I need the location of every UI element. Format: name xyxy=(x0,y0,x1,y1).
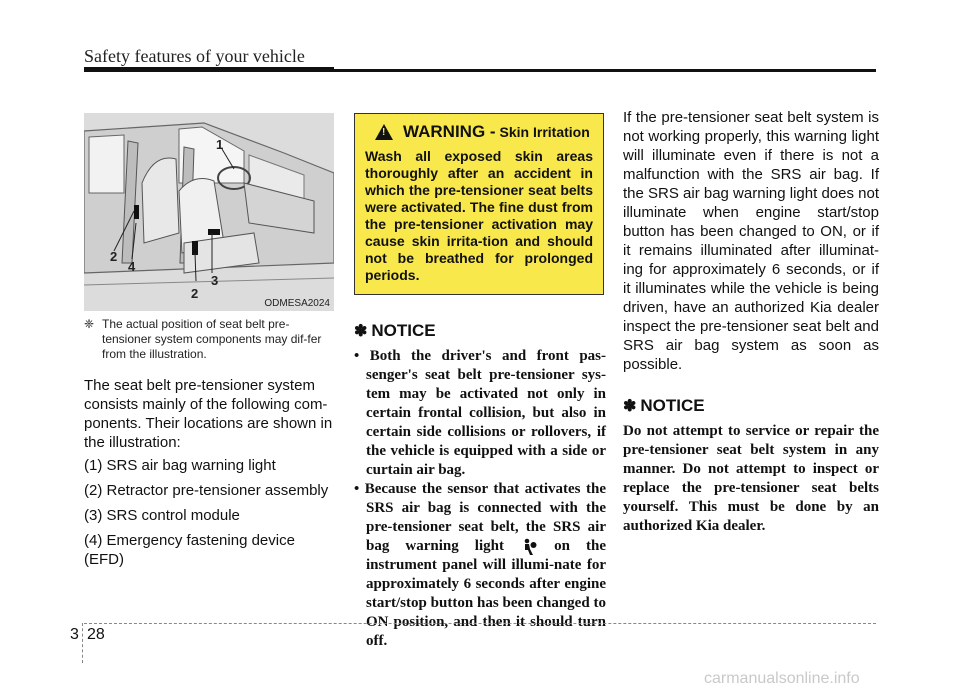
footer-divider xyxy=(82,623,83,663)
notice-title-1: NOTICE xyxy=(371,321,436,340)
page-number: 28 xyxy=(87,626,105,643)
intro-paragraph: The seat belt pre-tensioner system consists mainly of the following com-ponents. Their locations are shown in the illustration: xyxy=(84,377,333,451)
vehicle-diagram xyxy=(84,113,334,311)
right-paragraph: If the pre-tensioner seat belt system is not working properly, this warning light will illuminate even if there is not a malfunction with the SRS air bag. If the SRS air bag warning light does not illuminate when engine start/stop button has been changed to ON, or if it remains illuminated after illuminat-ing for approximately 6 seconds, or if it illuminates while the vehicle is being driven, have an authorized Kia dealer inspect the pre-tensioner seat belt and SRS air bag system as soon as possible. xyxy=(623,109,879,373)
notice-body-2: Do not attempt to service or repair the pre-tensioner seat belt system in any manner. Do not attempt to inspect or replace the pre-tensioner seat belts yourself. This must be done by an authorized Kia dealer. xyxy=(623,423,879,534)
notice-star-icon: ✽ xyxy=(354,323,368,340)
warning-title-row xyxy=(355,114,603,146)
header-rule-accent xyxy=(84,67,334,72)
warning-body: Wash all exposed skin areas thoroughly after an accident in which the pre-tensioner seat belts were activated. The fine dust from the pre-tensioner activation may cause skin irrita-tion and should not be breathed for prolonged periods. xyxy=(365,148,593,283)
notice-heading-2 xyxy=(623,396,879,416)
footer-rule xyxy=(84,623,876,624)
component-item-2: (2) Retractor pre-tensioner assembly xyxy=(84,482,329,499)
note-symbol-icon: ❈ xyxy=(84,317,95,331)
warning-triangle-icon xyxy=(375,124,393,140)
column-left xyxy=(84,113,334,575)
car-interior-illustration xyxy=(84,113,334,311)
figure-note xyxy=(84,317,334,362)
component-item-1: (1) SRS air bag warning light xyxy=(84,457,276,474)
warning-box xyxy=(354,113,604,295)
notice-star-icon-2: ✽ xyxy=(623,398,637,415)
warning-subtitle: Skin Irritation xyxy=(499,124,590,140)
notice-bullet-1: • Both the driver's and front pas-senger's seat belt pre-tensioner sys-tem may be activated not only in certain frontal collision, but also in certain side collisions or rollovers, if the vehicle is equipped with a side or curtain air bag. xyxy=(354,348,606,478)
airbag-warning-icon xyxy=(520,538,538,556)
figure-label-2b: 2 xyxy=(191,286,199,301)
column-middle xyxy=(354,113,606,651)
component-item-3: (3) SRS control module xyxy=(84,507,240,524)
notice-bullet-2-text-b: on the instrument panel will illumi-nate for approximately 6 seconds after engine start/stop button has been changed to ON position, and then it should turn off. xyxy=(366,538,607,649)
notice-bullet-2-text-a: Because the sensor that activates the SRS air bag is connected with the pre-tensioner seat belt, the SRS air bag warning light xyxy=(364,481,606,554)
warning-title: WARNING - xyxy=(403,122,496,141)
figure-code: ODMESA2024 xyxy=(264,298,330,309)
notice-title-2: NOTICE xyxy=(640,396,705,415)
component-item-4: (4) Emergency fastening device (EFD) xyxy=(84,532,295,568)
page-header-title: Safety features of your vehicle xyxy=(84,46,305,66)
figure-label-1: 1 xyxy=(216,137,224,152)
figure-label-2: 2 xyxy=(110,249,118,264)
site-watermark: carmanualsonline.info xyxy=(704,670,860,687)
notice-bullet-1-text: Both the driver's and front pas-senger's seat belt pre-tensioner sys-tem may be activated not only in certain frontal collision, but also in certain side collisions or rollovers, if the vehicle is equipped with a side or curtain air bag. xyxy=(366,348,606,478)
figure-label-3: 3 xyxy=(211,273,219,288)
notice-heading-1 xyxy=(354,321,606,341)
chapter-number: 3 xyxy=(70,626,79,643)
figure-note-text: The actual position of seat belt pre-tensioner system components may dif-fer from the illustration. xyxy=(102,317,322,361)
column-right xyxy=(623,108,879,536)
notice-bullet-2: • Because the sensor that activates the SRS air bag is connected with the pre-tensioner seat belt, the SRS air bag warning light on the instrument panel will illumi-nate for approximately 6 seconds after engine start/stop button has been changed to ON position, and then it should turn off. xyxy=(354,481,607,649)
figure-label-4: 4 xyxy=(128,259,136,274)
